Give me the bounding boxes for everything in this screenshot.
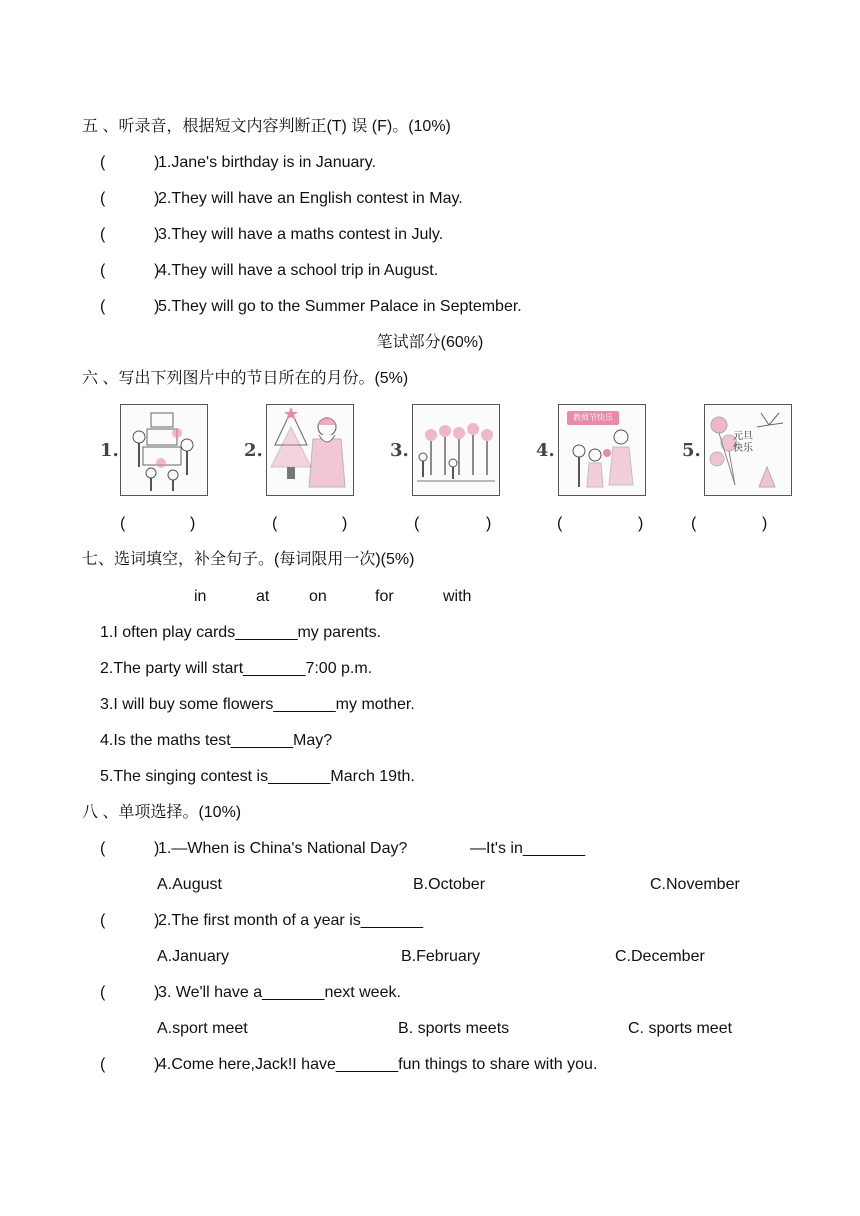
section5-item-5 (0, 297, 860, 317)
section5-item-4 (0, 261, 860, 281)
word-bank-item: with (443, 588, 472, 605)
answer-paren-open: ( (100, 912, 106, 929)
question-text: 3.They will have a maths contest in July. (158, 226, 444, 243)
option-a: A.August (157, 876, 222, 893)
picture-1-family-birthday (120, 404, 208, 496)
word-bank-item: on (309, 588, 327, 605)
answer-paren-open: ( (100, 190, 106, 207)
section7-title: 七、选词填空，补全句子。(每词限用一次)(5%) (82, 551, 415, 568)
new-year-text-line1: 元旦 (733, 431, 753, 442)
word-bank-item: at (256, 588, 270, 605)
christmas-tree-santa-illustration (267, 405, 353, 495)
section8-title: 八 、单项选择。(10%) (82, 804, 242, 821)
answer-paren-open: ( (100, 1056, 106, 1073)
month-answer-close-2: ) (342, 515, 348, 532)
month-answer-close-3: ) (486, 515, 492, 532)
option-c: C.December (615, 948, 705, 965)
question-text: 1.Jane's birthday is in January. (158, 154, 376, 171)
section7-item-3: 3.I will buy some flowers_______my mother. (100, 696, 415, 713)
section7-item-4: 4.Is the maths test_______May? (100, 732, 333, 749)
picture-number-3: 3. (390, 440, 409, 461)
section8-question-4 (0, 1055, 860, 1075)
teachers-day-banner: 教师节快乐 (567, 411, 619, 425)
question-text: 1.—When is China's National Day? (158, 840, 408, 857)
section8-options-2 (0, 947, 860, 967)
word-bank-item: in (194, 588, 207, 605)
question-answer-part: —It's in_______ (470, 840, 586, 857)
picture-5-new-year (704, 404, 792, 496)
section6-title: 六 、写出下列图片中的节日所在的月份。(5%) (82, 370, 409, 387)
answer-paren-close: ) (154, 912, 160, 929)
picture-4-teachers-day (558, 404, 646, 496)
option-c: C.November (650, 876, 740, 893)
section8-question-3 (0, 983, 860, 1003)
month-answer-open-2: ( (272, 515, 278, 532)
picture-number-1: 1. (100, 440, 119, 461)
question-text: 4.Come here,Jack!I have_______fun things to share with you. (158, 1056, 598, 1073)
answer-paren-close: ) (154, 226, 160, 243)
picture-number-4: 4. (536, 440, 555, 461)
question-text: 5.They will go to the Summer Palace in September. (158, 298, 522, 315)
option-a: A.January (157, 948, 230, 965)
answer-paren-close: ) (154, 190, 160, 207)
option-b: B.February (401, 948, 481, 965)
picture-number-2: 2. (244, 440, 263, 461)
question-text: 4.They will have a school trip in August. (158, 262, 439, 279)
month-answer-close-5: ) (762, 515, 768, 532)
answer-paren-open: ( (100, 840, 106, 857)
teacher-students-illustration (559, 405, 645, 495)
written-part-heading: 笔试部分(60%) (376, 334, 484, 351)
answer-paren-close: ) (154, 840, 160, 857)
option-b: B.October (413, 876, 486, 893)
question-text: 2.The first month of a year is_______ (158, 912, 424, 929)
word-bank-item: for (375, 588, 394, 605)
picture-2-christmas (266, 404, 354, 496)
section8-question-1 (0, 839, 860, 859)
option-b: B. sports meets (398, 1020, 510, 1037)
option-a: A.sport meet (157, 1020, 248, 1037)
month-answer-open-5: ( (691, 515, 697, 532)
option-c: C. sports meet (628, 1020, 733, 1037)
tree-planting-illustration (413, 405, 499, 495)
family-illustration (121, 405, 207, 495)
answer-paren-close: ) (154, 262, 160, 279)
question-text: 2.They will have an English contest in May. (158, 190, 463, 207)
answer-paren-open: ( (100, 154, 106, 171)
section5-title: 五 、听录音，根据短文内容判断正(T) 误 (F)。(10%) (82, 118, 451, 135)
answer-paren-close: ) (154, 298, 160, 315)
month-answer-close-4: ) (638, 515, 644, 532)
section7-item-1: 1.I often play cards_______my parents. (100, 624, 382, 641)
answer-paren-open: ( (100, 298, 106, 315)
answer-paren-close: ) (154, 154, 160, 171)
word-bank (0, 587, 860, 607)
month-answer-open-1: ( (120, 515, 126, 532)
answer-paren-open: ( (100, 226, 106, 243)
section5-item-2 (0, 189, 860, 209)
section8-options-1 (0, 875, 860, 895)
section8-options-3 (0, 1019, 860, 1039)
picture-3-tree-planting (412, 404, 500, 496)
section7-item-5: 5.The singing contest is_______March 19th. (100, 768, 415, 785)
answer-paren-close: ) (154, 1056, 160, 1073)
section8-question-2 (0, 911, 860, 931)
answer-paren-open: ( (100, 262, 106, 279)
new-year-text-line2: 快乐 (733, 443, 753, 454)
section7-item-2: 2.The party will start_______7:00 p.m. (100, 660, 373, 677)
answer-paren-close: ) (154, 984, 160, 1001)
section5-item-3 (0, 225, 860, 245)
answer-paren-open: ( (100, 984, 106, 1001)
month-answer-open-3: ( (414, 515, 420, 532)
new-year-text (733, 431, 753, 455)
section5-item-1 (0, 153, 860, 173)
picture-number-5: 5. (682, 440, 701, 461)
month-answer-open-4: ( (557, 515, 563, 532)
month-answer-close-1: ) (190, 515, 196, 532)
question-text: 3. We'll have a_______next week. (158, 984, 401, 1001)
